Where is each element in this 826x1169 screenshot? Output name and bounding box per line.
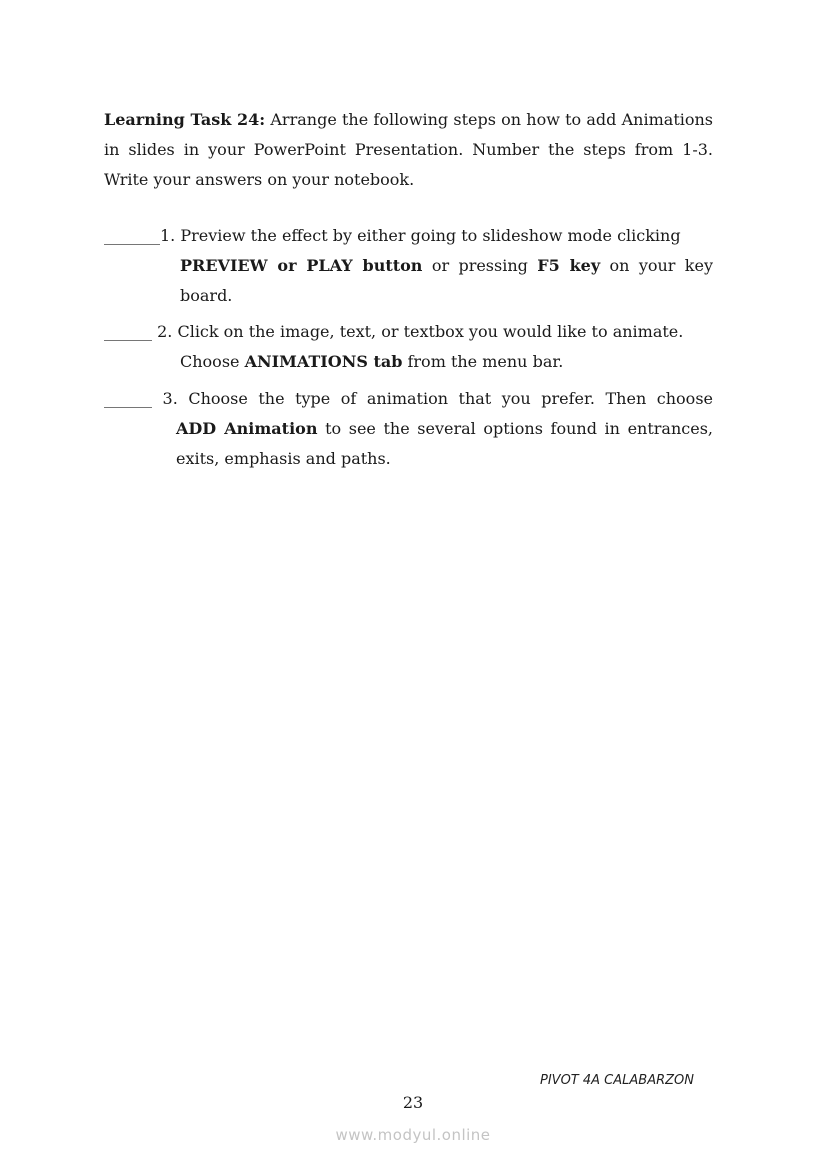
step-text: Choose the type of animation that you prefer. Then choose	[188, 389, 713, 408]
page-number: 23	[402, 1093, 424, 1112]
step-text: from the menu bar.	[407, 352, 564, 371]
answer-blank: ______	[104, 389, 152, 408]
step-number: 3.	[162, 389, 178, 408]
step-item	[104, 221, 713, 311]
step-number: 1.	[160, 226, 176, 245]
step-text: to see the several options found in entrances, exits, emphasis and paths.	[176, 419, 713, 468]
step-bold-text: ADD Animation	[176, 419, 318, 438]
step-item	[104, 317, 713, 377]
step-text: Click on the image, text, or textbox you would like to animate.	[177, 322, 684, 341]
task-instructions: Arrange the following steps on how to add Animations in slides in your PowerPoint Presentation. Number the steps from 1-3. Write your answers on your notebook.	[104, 110, 714, 189]
task-intro	[104, 105, 713, 195]
step-bold-text: F5 key	[537, 256, 601, 275]
watermark: www.modyul.online	[335, 1126, 491, 1144]
step-number: 2.	[157, 322, 173, 341]
task-title: Learning Task 24:	[104, 110, 266, 129]
step-item	[104, 384, 713, 474]
step-text: Preview the effect by either going to slideshow mode clicking	[180, 226, 681, 245]
answer-blank: _______	[104, 226, 160, 245]
answer-blank: ______	[104, 322, 152, 341]
step-text: Choose	[180, 352, 240, 371]
footer-region-label: PIVOT 4A CALABARZON	[540, 1073, 694, 1088]
step-text: on your key board.	[180, 256, 714, 305]
step-bold-text: PREVIEW or PLAY button	[180, 256, 423, 275]
step-bold-text: ANIMATIONS tab	[244, 352, 403, 371]
step-text: or pressing	[431, 256, 528, 275]
